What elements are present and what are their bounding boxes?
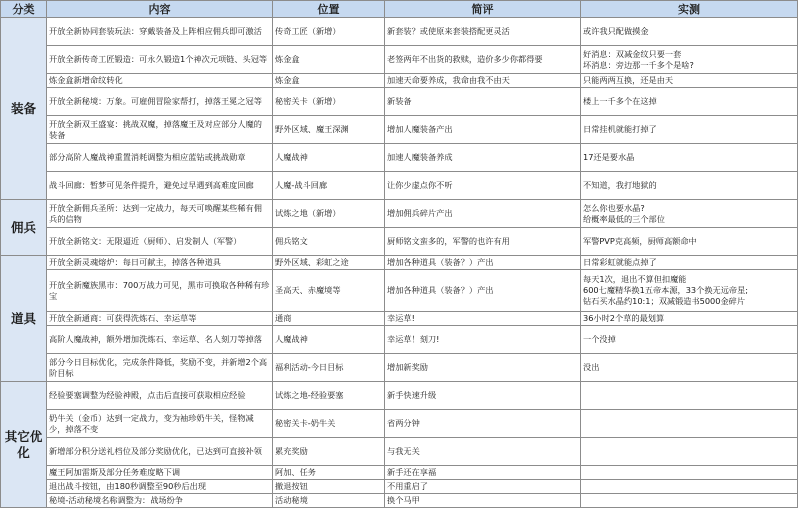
review-cell[interactable]: 让你少虚点你不听 (385, 172, 581, 200)
table-row (1, 270, 798, 312)
header-review[interactable]: 简评 (385, 1, 581, 18)
content-cell[interactable]: 新增部分积分送礼档位及部分奖励优化，已达到可直接补领 (47, 438, 273, 466)
category-equipment[interactable]: 装备 (1, 18, 47, 200)
test-cell[interactable] (581, 200, 798, 228)
content-cell[interactable]: 部分高阶人魔战神重置消耗调整为相应蓝钻或挑战勋章 (47, 144, 273, 172)
table-row (1, 200, 798, 228)
test-line: 坏消息：旁边那一千多个是啥? (583, 59, 694, 70)
test-cell[interactable]: 只能两两互换，还是由天 (581, 74, 798, 88)
content-cell[interactable]: 秘境-活动秘境名称调整为：战场纷争 (47, 494, 273, 508)
test-cell[interactable]: 或许我只配做摸金 (581, 18, 798, 46)
test-cell[interactable] (581, 466, 798, 480)
location-cell[interactable]: 野外区域、魔王深渊 (273, 116, 385, 144)
table-row (1, 480, 798, 494)
review-cell[interactable]: 新手还在享福 (385, 466, 581, 480)
content-cell[interactable]: 炼金盒新增命纹转化 (47, 74, 273, 88)
location-cell[interactable]: 撤退按钮 (273, 480, 385, 494)
test-cell[interactable]: 军警PVP克高频，厨师高额命中 (581, 228, 798, 256)
content-cell[interactable]: 开放全新铭文：无限逼近（厨师）、启发制人（军警） (47, 228, 273, 256)
review-cell[interactable]: 省两分钟 (385, 410, 581, 438)
test-cell[interactable] (581, 480, 798, 494)
content-cell[interactable]: 退出战斗按钮，由180秒调整至90秒后出现 (47, 480, 273, 494)
location-cell[interactable]: 人魔-战斗回廊 (273, 172, 385, 200)
review-cell[interactable]: 不用重启了 (385, 480, 581, 494)
review-cell[interactable]: 新装备 (385, 88, 581, 116)
header-category[interactable]: 分类 (1, 1, 47, 18)
review-cell[interactable]: 增加各种道具（装备？）产出 (385, 270, 581, 312)
review-cell[interactable]: 增加各种道具（装备？）产出 (385, 256, 581, 270)
test-line: 好消息：双减金纹只要一套 (583, 48, 682, 59)
content-cell[interactable]: 开放全新通商：可获得洗炼石、幸运草等 (47, 312, 273, 326)
test-cell[interactable]: 不知道，我打地狱的 (581, 172, 798, 200)
review-cell[interactable]: 幸运草! (385, 312, 581, 326)
test-cell[interactable]: 一个没掉 (581, 326, 798, 354)
location-cell[interactable]: 佣兵铭文 (273, 228, 385, 256)
location-cell[interactable]: 圣高天、赤魔境等 (273, 270, 385, 312)
review-cell[interactable]: 新套装？或使原来套装搭配更灵活 (385, 18, 581, 46)
content-cell[interactable]: 开放全新传奇工匠锻造：可永久锻造1个神次元项链、头冠等 (47, 46, 273, 74)
content-cell[interactable]: 经验要塞调整为经验神殿，点击后直接可获取相应经验 (47, 382, 273, 410)
content-cell[interactable]: 开放全新佣兵圣所：达到一定战力，每天可唤醒某些稀有佣兵的信物 (47, 200, 273, 228)
location-cell[interactable]: 通商 (273, 312, 385, 326)
test-cell[interactable]: 日常挂机就能打掉了 (581, 116, 798, 144)
content-cell[interactable]: 魔王阿加雷斯及部分任务难度略下调 (47, 466, 273, 480)
test-line: 钻石买水晶约10:1；双减锻造书5000金碎片 (583, 296, 746, 306)
location-cell[interactable]: 传奇工匠（新增） (273, 18, 385, 46)
content-cell[interactable]: 开放全新协同套装玩法：穿戴装备及上阵相应佣兵即可激活 (47, 18, 273, 46)
test-cell[interactable]: 没出 (581, 354, 798, 382)
table-row (1, 256, 798, 270)
content-cell[interactable]: 奶牛关（金币）达到一定战力，变为袖珍奶牛关，怪物减少，掉落不变 (47, 410, 273, 438)
location-cell[interactable]: 累充奖励 (273, 438, 385, 466)
test-cell[interactable] (581, 382, 798, 410)
table-row (1, 88, 798, 116)
review-cell[interactable]: 加速天命要养成，我命由我不由天 (385, 74, 581, 88)
table-row (1, 144, 798, 172)
review-cell[interactable]: 增加新奖励 (385, 354, 581, 382)
table-row (1, 172, 798, 200)
review-cell[interactable]: 老签两年不出货的救赎，造价多少你都得要 (385, 46, 581, 74)
header-location[interactable]: 位置 (273, 1, 385, 18)
location-cell[interactable]: 野外区域、彩虹之途 (273, 256, 385, 270)
table-row (1, 354, 798, 382)
review-cell[interactable]: 换个马甲 (385, 494, 581, 508)
table-row (1, 116, 798, 144)
category-mercenary[interactable]: 佣兵 (1, 200, 47, 256)
test-line: 每天1次，退出不算但扣魔能 (583, 274, 687, 284)
location-cell[interactable]: 福利活动-今日目标 (273, 354, 385, 382)
review-cell[interactable]: 增加佣兵碎片产出 (385, 200, 581, 228)
table-row (1, 382, 798, 410)
category-items[interactable]: 道具 (1, 256, 47, 382)
test-cell[interactable] (581, 270, 798, 312)
content-cell[interactable]: 战斗回廊：暂梦可见条件提升，避免过早遇到高难度回廊 (47, 172, 273, 200)
category-other[interactable]: 其它优化 (1, 382, 47, 508)
location-cell[interactable]: 活动秘境 (273, 494, 385, 508)
review-cell[interactable]: 幸运草！刻刀! (385, 326, 581, 354)
header-test[interactable]: 实测 (581, 1, 798, 18)
test-line: 给概率最低的三个部位 (583, 213, 665, 224)
table-row (1, 18, 798, 46)
review-cell[interactable]: 与我无关 (385, 438, 581, 466)
location-cell[interactable]: 秘密关卡（新增） (273, 88, 385, 116)
content-cell[interactable]: 高阶人魔战神，额外增加洗炼石、幸运草、名人刻刀等掉落 (47, 326, 273, 354)
table-row (1, 326, 798, 354)
content-cell[interactable]: 开放全新秘境：万象。可雇佣冒险家帮打，掉落王冕之冠等 (47, 88, 273, 116)
test-cell[interactable]: 17还是要水晶 (581, 144, 798, 172)
table-row (1, 410, 798, 438)
location-cell[interactable]: 人魔战神 (273, 144, 385, 172)
table-body (1, 18, 798, 508)
content-cell[interactable]: 开放全新魔族黑市：700万战力可见，黑市可换取各种稀有珍宝 (47, 270, 273, 312)
location-cell[interactable]: 阿加、任务 (273, 466, 385, 480)
test-cell[interactable]: 日常彩虹就能点掉了 (581, 256, 798, 270)
content-cell[interactable]: 部分今日目标优化，完成条件降低，奖励不变，并新增2个高阶目标 (47, 354, 273, 382)
header-content[interactable]: 内容 (47, 1, 273, 18)
review-cell[interactable]: 加速人魔装备养成 (385, 144, 581, 172)
content-cell[interactable]: 开放全新双王盛宴：挑战双魔，掉落魔王及对应部分人魔的装备 (47, 116, 273, 144)
location-cell[interactable]: 人魔战神 (273, 326, 385, 354)
table-row (1, 228, 798, 256)
table-row (1, 438, 798, 466)
table-row (1, 74, 798, 88)
table-row (1, 312, 798, 326)
review-cell[interactable]: 厨师铭文蛮多的，军警的也许有用 (385, 228, 581, 256)
test-cell[interactable] (581, 46, 798, 74)
location-cell[interactable]: 试炼之地（新增） (273, 200, 385, 228)
location-cell[interactable]: 秘密关卡-奶牛关 (273, 410, 385, 438)
table-row (1, 46, 798, 74)
review-cell[interactable]: 新手快速升级 (385, 382, 581, 410)
test-cell[interactable] (581, 438, 798, 466)
header-row (1, 1, 798, 18)
test-cell[interactable] (581, 410, 798, 438)
review-cell[interactable]: 增加人魔装备产出 (385, 116, 581, 144)
table-row (1, 466, 798, 480)
test-line: 怎么你也要水晶? (583, 202, 645, 213)
test-cell[interactable]: 楼上一千多个在这掉 (581, 88, 798, 116)
test-line: 600七魔精华换1五帝本源，33个换无远帝星; (583, 285, 749, 295)
location-cell[interactable]: 炼金盒 (273, 74, 385, 88)
content-cell[interactable]: 开放全新灵魂熔炉：每日可献主，掉落各种道具 (47, 256, 273, 270)
test-cell[interactable]: 36小时2个草的最划算 (581, 312, 798, 326)
location-cell[interactable]: 炼金盒 (273, 46, 385, 74)
location-cell[interactable]: 试炼之地-经验要塞 (273, 382, 385, 410)
